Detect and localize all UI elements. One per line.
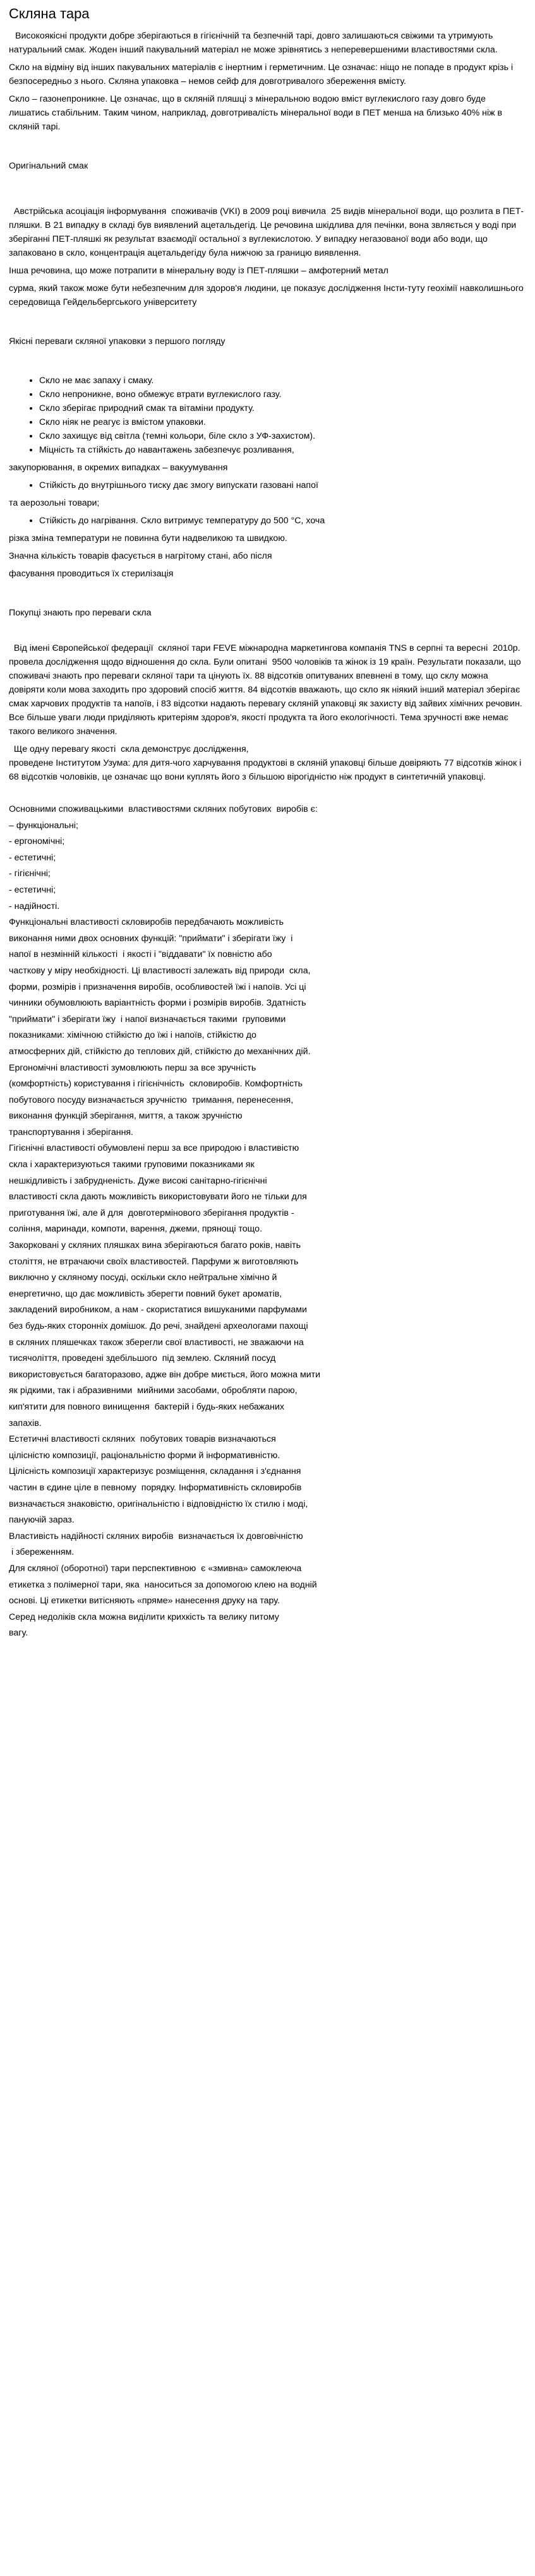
text-line: – функціональні;: [9, 820, 78, 831]
text-line: - гігієнічні;: [9, 869, 51, 879]
text-line: Гігієнічні властивості обумовлені перш за все природою і властивістю: [9, 1143, 299, 1154]
text-line: частин в єдине ціле в певному порядку. Інформативність скловиробів: [9, 1482, 302, 1493]
list-item: • Скло захищує від світла (темні кольори, біле скло з УФ-захистом).: [39, 429, 526, 443]
text-line: Серед недоліків скла можна виділити крихкість та велику питому: [9, 1611, 279, 1622]
text-line: виключно у скляному посуді, оскільки скло нейтральне хімічно й: [9, 1273, 277, 1283]
spacer: [9, 788, 526, 802]
text-line: і збереженням.: [9, 1547, 75, 1558]
text-line: часткову у міру необхідності. Ці властивості залежать від природи скла,: [9, 965, 311, 976]
list-item: • Скло зберігає природний смак та вітаміни продукту.: [39, 401, 526, 415]
section-heading-original-taste: Оригінальний смак: [9, 161, 88, 171]
text-line: побутового посуду визначається зручністю тримання, перенесення,: [9, 1095, 294, 1105]
original-taste-paragraph-3: сурма, який також може бути небезпечним для здоров'я людини, це показує дослідження Інсти-туту геохімії навколишнього середовища Гейдельбергського університету: [9, 283, 524, 307]
section-heading-buyers: Покупці знають про переваги скла: [9, 608, 152, 618]
text-line: приготування їжі, але й для довготермінового зберігання продуктів -: [9, 1208, 294, 1218]
text-line: основі. Ці етикетки витісняють «пряме» нанесення друку на тару.: [9, 1596, 280, 1606]
list-item: • Стійкість до внутрішнього тиску дає змогу випускати газовані напої: [39, 478, 526, 492]
intro-paragraph-2: Скло на відміну від інших пакувальних матеріалів є інертним і герметичним. Це означає: ніщо не попаде в продукт крізь і безпосередньо з нього. Скляна упаковка – немов сейф для довготривалого збереження вмісту.: [9, 62, 514, 86]
text-line: Естетичні властивості скляних побутових товарів визначаються: [9, 1434, 276, 1445]
text-line: скла і характеризуються такими груповими показниками як: [9, 1160, 255, 1170]
spacer: [9, 585, 526, 606]
advantages-line: різка зміна температури не повинна бути надвеликою та швидкою.: [9, 533, 287, 543]
text-line: - надійності.: [9, 901, 60, 911]
original-taste-paragraph-2: Інша речовина, що може потрапити в мінеральну воду із ПЕТ-пляшки – амфотерний метал: [9, 266, 388, 276]
text-line: енергетично, що дає можливість зберегти повний букет ароматів,: [9, 1288, 282, 1299]
list-item: • Стійкість до нагрівання. Скло витримує температуру до 500 °C, хоча: [39, 514, 526, 528]
text-line: цілісністю композиції, раціональністю форми й інформативністю.: [9, 1450, 280, 1461]
text-line: Функціональні властивості скловиробів передбачають можливість: [9, 917, 284, 928]
advantages-line: Значна кількість товарів фасується в нагрітому стані, або після: [9, 551, 272, 561]
text-line: соління, маринади, компоти, варення, джеми, прянощі тощо.: [9, 1224, 263, 1235]
list-item: • Міцність та стійкість до навантажень забезпечує розливання,: [39, 443, 526, 457]
original-taste-paragraph-1: Австрійська асоціація інформування споживачів (VKI) в 2009 році вивчила 25 видів мінеральної води, що розлита в ПЕТ-пляшки. В 21 випадку в складі був виявлений ацетальдегід. Це речовина шкідлива для печінки, вона звляється у воді при зберіганні ПЕТ-пляшкі як результат взаємодії остальної з вуглекислотою. У випадку негазованої води або води, що запаковано в скло, концентрація ацетальдегіду була нижчою за границю виявлення.: [9, 206, 524, 258]
text-line: чинники обумовлюють варіантність форми і розмірів виробів. Здатність: [9, 998, 306, 1009]
buyers-paragraph-1: Від імені Європейської федерації скляної тари FEVE міжнародна маркетингова компанія TNS в серпні та вересні 2010р. провела дослідження щодо відношення до скла. Були опитані 9500 чоловіків та жінок із 19 країн. Результати показали, що споживачі знають про переваги скляної тари та цінують їх. 88 відсотків опитуваних впевнені в тому, що склу можна довіряти коли мова заходить про здоровий спосіб життя. 84 відсотків вважають, що скло як ніякий інший матеріал зберігає смак харчових продуктів та напоїв, і 83 відсотки надають перевагу скляній упаковці як захисту від зайвих хімічних речовин. Все більше уваги люди приділяють критеріям здоров'я, якості продукта та його екологічності. Тема зручності вже немає такого великого значення.: [9, 643, 525, 737]
buyers-paragraph-2b: проведене Інститутом Узума: для дитя-чого харчування продуктові в скляній упаковці більше довіряють 77 відсотків жінок і 68 відсотків чоловіків, це означає що вони куплять його з більшою вірогідністю ніж продукт в синтетичній упаковці.: [9, 758, 522, 782]
text-line: як рідкими, так і абразивними мийними засобами, обробляти парою,: [9, 1386, 298, 1396]
intro-paragraph-3: Скло – газонепроникне. Це означає, що в скляній пляшці з мінеральною водою вміст вуглекислого газу довго буде лишатись стабільним. Таким чином, наприклад, довготривалість мінеральної води в ПЕТ менша на близько 40% ніж в скляній тарі.: [9, 94, 503, 132]
intro-paragraph-1: Високоякісні продукти добре зберігаються в гігієнічній та безпечній тарі, довго залишаються свіжими та утримують натуральний смак. Жоден інший пакувальний матеріал не може зрівнятись з неперевершеними властивостями скла.: [9, 31, 498, 55]
advantages-list-2: [9, 478, 526, 492]
text-line: виконання ними двох основних функцій: "приймати" і зберігати їжу і: [9, 933, 293, 944]
section-heading-advantages: Якісні переваги скляної упаковки з першого погляду: [9, 336, 225, 347]
text-line: показниками: хімічною стійкістю до їжі і напоїв, стійкістю до: [9, 1030, 256, 1041]
text-line: без будь-яких сторонніх домішок. До речі, знайдені археологами пахощі: [9, 1321, 308, 1331]
advantages-line: та аерозольні товари;: [9, 498, 100, 508]
text-line: Цілісність композиції характеризує розміщення, складання і з'єднання: [9, 1466, 301, 1477]
text-line: транспортування і зберігання.: [9, 1127, 134, 1137]
text-line: форми, розмірів і призначення виробів, особливостей їжі і напоїв. Усі ці: [9, 982, 306, 992]
text-line: властивості скла дають можливість використовувати його не тільки для: [9, 1192, 307, 1202]
text-line: Закорковані у скляних пляшках вина зберігаються багато років, навіть: [9, 1240, 301, 1251]
list-item: • Скло непроникне, воно обмежує втрати вуглекислого газу.: [39, 388, 526, 401]
text-line: - ергономічні;: [9, 836, 65, 847]
spacer: [9, 138, 526, 159]
list-item: • Скло ніяк не реагує із вмістом упаковки.: [39, 415, 526, 429]
text-line: століття, не втрачаючи своїх властивостей. Парфуми ж виготовляють: [9, 1256, 299, 1267]
text-line: тисячоліття, проведені здебільшого під землею. Скляний посуд: [9, 1353, 276, 1364]
text-line: закладений виробником, а нам - скористатися вишуканими парфумами: [9, 1305, 307, 1315]
spacer: [9, 313, 526, 335]
text-line: запахів.: [9, 1418, 42, 1428]
text-line: етикетка з полімерної тари, яка наноситься за допомогою клею на водній: [9, 1579, 317, 1590]
text-line: пануючій зараз.: [9, 1515, 75, 1526]
text-line: "приймати" і зберігати їжу і напої визначається такими груповими: [9, 1014, 286, 1024]
text-line: виконання функцій зберігання, миття, а також зручністю: [9, 1111, 243, 1122]
list-item: • Скло не має запаху і смаку.: [39, 374, 526, 388]
buyers-paragraph-2a: Ще одну перевагу якості скла демонструє дослідження,: [9, 744, 249, 754]
page-title: Скляна тара: [9, 6, 90, 21]
text-line: вагу.: [9, 1628, 28, 1639]
text-line: Для скляної (оборотної) тари перспективною є «змивна» самоклеюча: [9, 1563, 302, 1574]
advantages-list-3: [9, 514, 526, 528]
text-line: (комфортність) користування і гігієнічність скловиробів. Комфортність: [9, 1079, 303, 1089]
spacer: [9, 173, 526, 205]
text-line: в скляних пляшечках також зберегли свої властивості, не зважаючи на: [9, 1337, 304, 1348]
text-line: використовується багаторазово, адже він добре миється, його можна мити: [9, 1369, 321, 1380]
text-line: нешкідливість і забрудненість. Дуже високі санітарно-гігієнічні: [9, 1175, 267, 1186]
properties-section: [9, 802, 526, 1642]
text-line: напої в незмінній кількості і якості і "віддавати" їх повністю або: [9, 949, 272, 960]
text-line: Основними споживацькими властивостями скляних побутових виробів є:: [9, 804, 318, 814]
text-line: визначається знаковістю, оригінальністю і відповідністю їх стилю і моді,: [9, 1499, 308, 1509]
spacer: [9, 620, 526, 641]
spacer: [9, 348, 526, 370]
text-line: атмосферних дій, стійкістю до теплових дій, стійкістю до механічних дій.: [9, 1046, 311, 1057]
text-line: Ергономічні властивості зумовлюють перш за все зручність: [9, 1062, 256, 1073]
advantages-line: закупорювання, в окремих випадках – вакуумування: [9, 463, 228, 473]
advantages-line: фасування проводиться їх стерилізація: [9, 569, 174, 579]
advantages-list: [9, 374, 526, 457]
text-line: Властивість надійності скляних виробів визначається їх довговічністю: [9, 1531, 303, 1541]
text-line: - естетичні;: [9, 852, 56, 863]
text-line: кип'ятити для повного винищення бактерій і будь-яких небажаних: [9, 1401, 285, 1412]
text-line: - естетичні;: [9, 884, 56, 895]
